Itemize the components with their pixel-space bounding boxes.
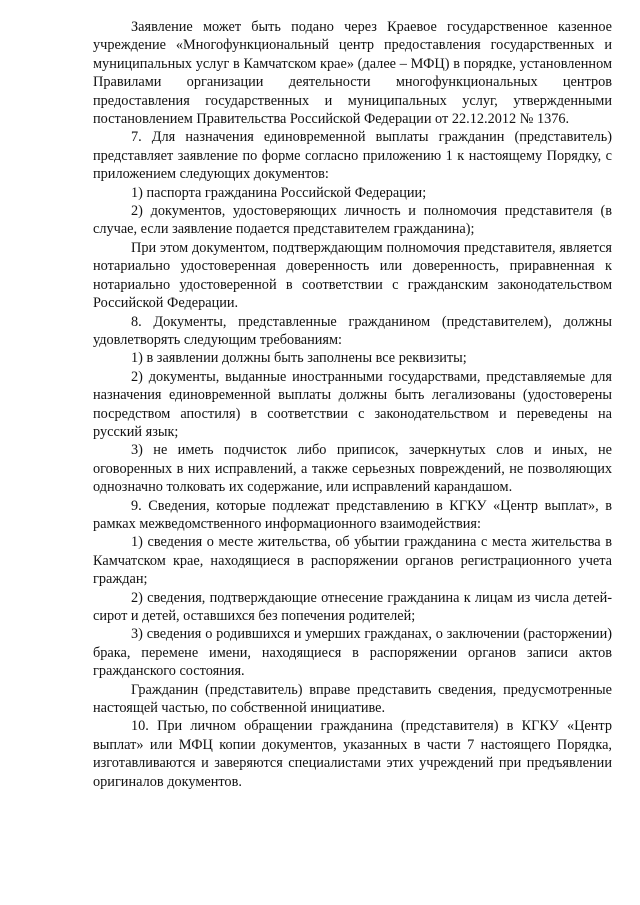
paragraph-section-9: 9. Сведения, которые подлежат представлению в КГКУ «Центр выплат», в рамках межведомственного информационного взаимодействия: [93,497,612,532]
list-item-passport: 1) паспорта гражданина Российской Федерации; [131,184,427,201]
list-item-representative-documents: 2) документов, удостоверяющих личность и полномочия представителя (в случае, если заявление подается представителем гражданина); [93,203,612,238]
document-page [93,18,612,791]
paragraph-section-7: 7. Для назначения единовременной выплаты гражданин (представитель) представляет заявление по форме согласно приложению 1 к настоящему Порядку, с приложением следующих документов: [93,129,612,183]
list-item-foreign-documents: 2) документы, выданные иностранными государствами, представляемые для назначения единовременной выплаты должны быть легализованы (удостоверены посредством апостиля) в соответствии с законодательством и переведены на русский язык; [93,368,612,440]
paragraph-mfc-submission: Заявление может быть подано через Краевое государственное казенное учреждение «Многофункциональный центр предоставления государственных и муниципальных услуг в Камчатском крае» (далее – МФЦ) в порядке, установленном Правилами организации деятельности многофункциональных центров предоставления государственных и муниципальных услуг, утвержденными постановлением Правительства Российской Федерации от 22.12.2012 № 1376. [93,19,612,128]
list-item-residence-info: 1) сведения о месте жительства, об убытии гражданина с места жительства в Камчатском крае, находящиеся в распоряжении органов регистрационного учета граждан; [93,534,612,588]
list-item-no-corrections: 3) не иметь подчисток либо приписок, зачеркнутых слов и иных, не оговоренных в них исправлений, а также серьезных повреждений, не позволяющих однозначно толковать их содержание, или исправлений карандашом. [93,442,612,496]
paragraph-section-8: 8. Документы, представленные гражданином (представителем), должны удовлетворять следующим требованиям: [93,313,612,348]
paragraph-power-of-attorney: При этом документом, подтверждающим полномочия представителя, является нотариально удостоверенная доверенность или доверенность, приравненная к нотариально удостоверенной в соответствии с гражданским законодательством Российской Федерации. [93,239,612,312]
paragraph-section-10: 10. При личном обращении гражданина (представителя) в КГКУ «Центр выплат» или МФЦ копии документов, указанных в части 7 настоящего Порядка, изготавливаются и заверяются специалистами этих учреждений при предъявлении оригиналов документов. [93,718,612,790]
list-item-requisites: 1) в заявлении должны быть заполнены все реквизиты; [131,350,467,367]
list-item-orphan-status: 2) сведения, подтверждающие отнесение гражданина к лицам из числа детей-сирот и детей, оставшихся без попечения родителей; [93,589,612,624]
paragraph-own-initiative: Гражданин (представитель) вправе представить сведения, предусмотренные настоящей частью, по собственной инициативе. [93,681,612,717]
list-item-civil-records: 3) сведения о родившихся и умерших гражданах, о заключении (расторжении) брака, перемене имени, находящиеся в распоряжении органов записи актов гражданского состояния. [93,626,612,680]
